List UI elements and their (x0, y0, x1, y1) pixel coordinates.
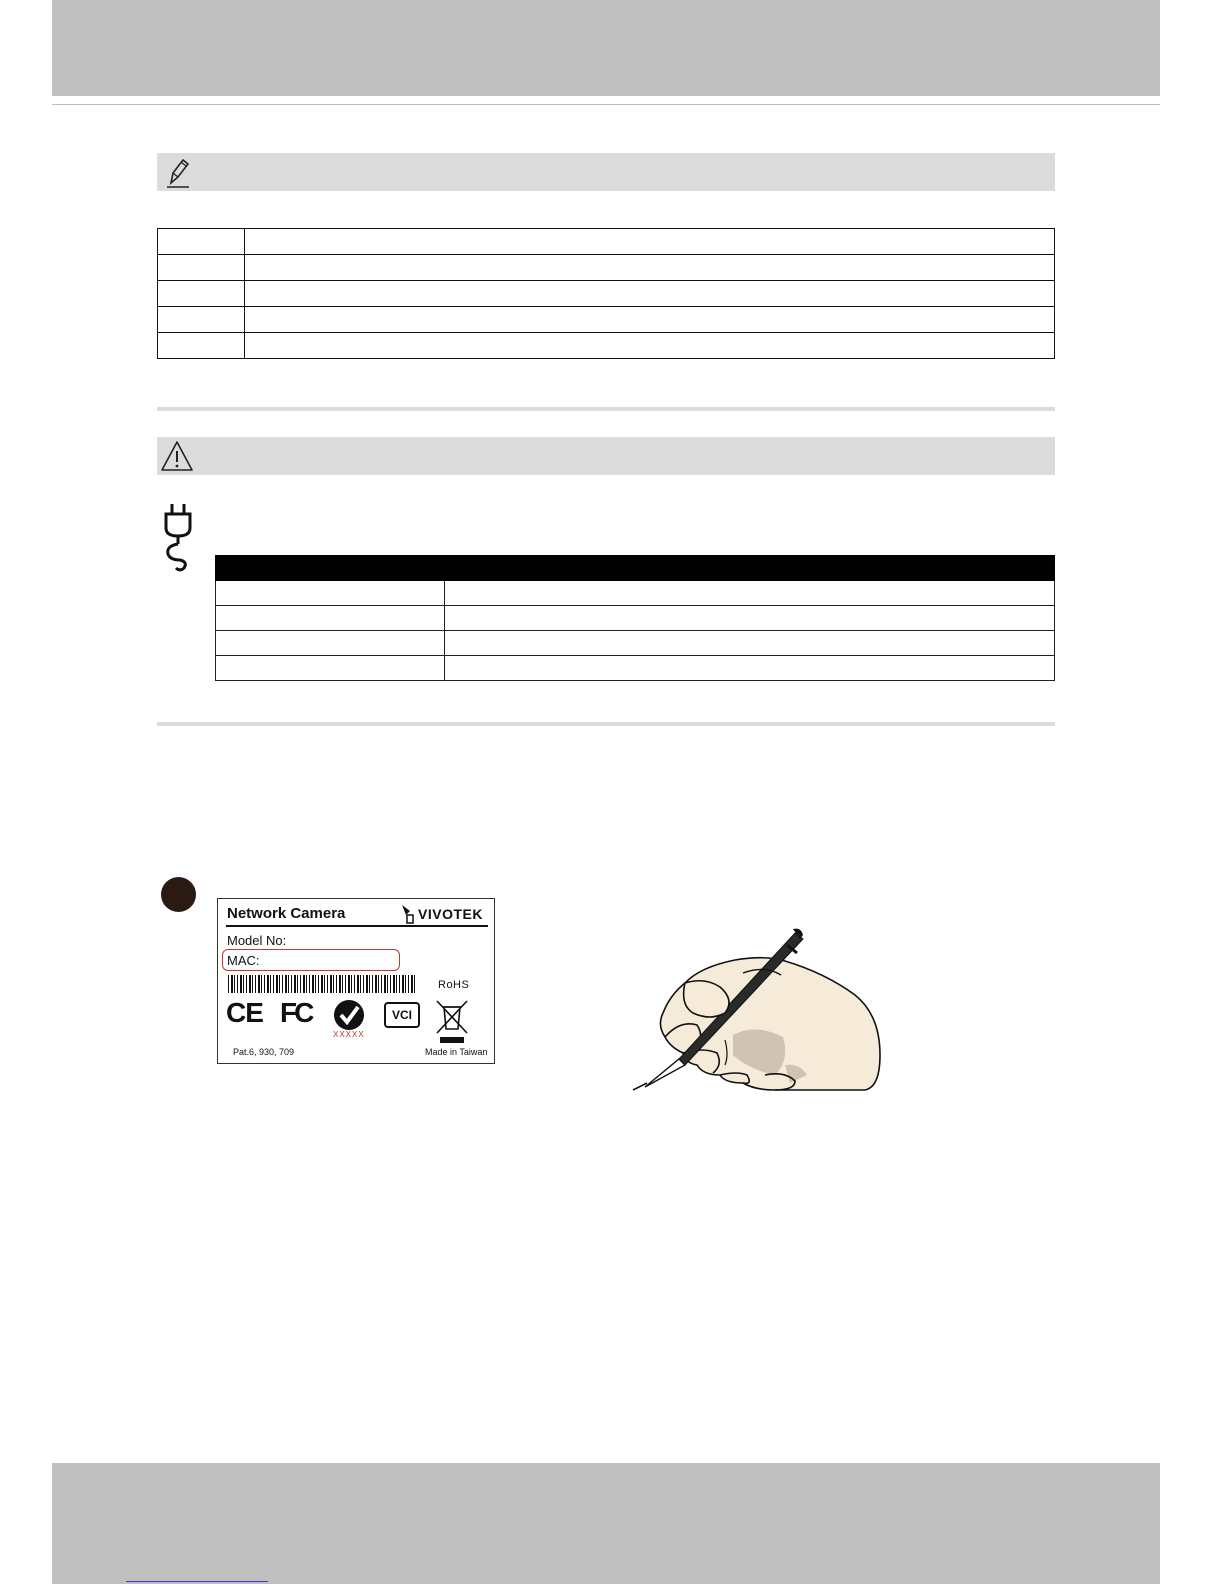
label-model: Model No: (227, 933, 287, 948)
table-row (158, 281, 1055, 307)
page-footer-bar (52, 1463, 1160, 1584)
step-marker (161, 877, 196, 912)
table-row (216, 631, 1055, 656)
warning-triangle-icon (160, 439, 194, 478)
fcc-mark-icon: FC (280, 997, 312, 1028)
vci-mark-icon: VCI (384, 1002, 420, 1028)
pencil-icon (163, 157, 193, 194)
warning-bar (157, 437, 1055, 475)
note-bar (157, 153, 1055, 191)
label-brand: VIVOTEK (418, 906, 483, 922)
label-mac: MAC: (227, 953, 260, 968)
section-separator (157, 407, 1055, 411)
table-row (158, 333, 1055, 359)
barcode (228, 975, 416, 993)
table-row (216, 581, 1055, 606)
power-table (215, 555, 1055, 681)
weee-bin-icon (435, 997, 469, 1050)
ce-mark-icon: CE (226, 997, 263, 1028)
label-rohs: RoHS (438, 979, 470, 991)
label-patent: Pat.6, 930, 709 (233, 1047, 295, 1057)
footer-link-underline[interactable] (126, 1581, 268, 1582)
table-row (216, 656, 1055, 681)
label-made-in: Made in Taiwan (425, 1047, 488, 1057)
label-title-rule (226, 925, 488, 927)
table-header-row (216, 556, 1055, 581)
header-divider (52, 104, 1160, 105)
section-separator (157, 722, 1055, 726)
page-header-bar (52, 0, 1160, 96)
table-row (158, 255, 1055, 281)
table-row (158, 307, 1055, 333)
label-xxxxx: XXXXX (333, 1030, 365, 1039)
led-table (157, 228, 1055, 359)
product-label (217, 898, 495, 1064)
table-row (216, 606, 1055, 631)
label-title: Network Camera (227, 905, 346, 922)
power-plug-icon (160, 502, 196, 581)
hand-writing-illustration (625, 925, 890, 1100)
table-row (158, 229, 1055, 255)
